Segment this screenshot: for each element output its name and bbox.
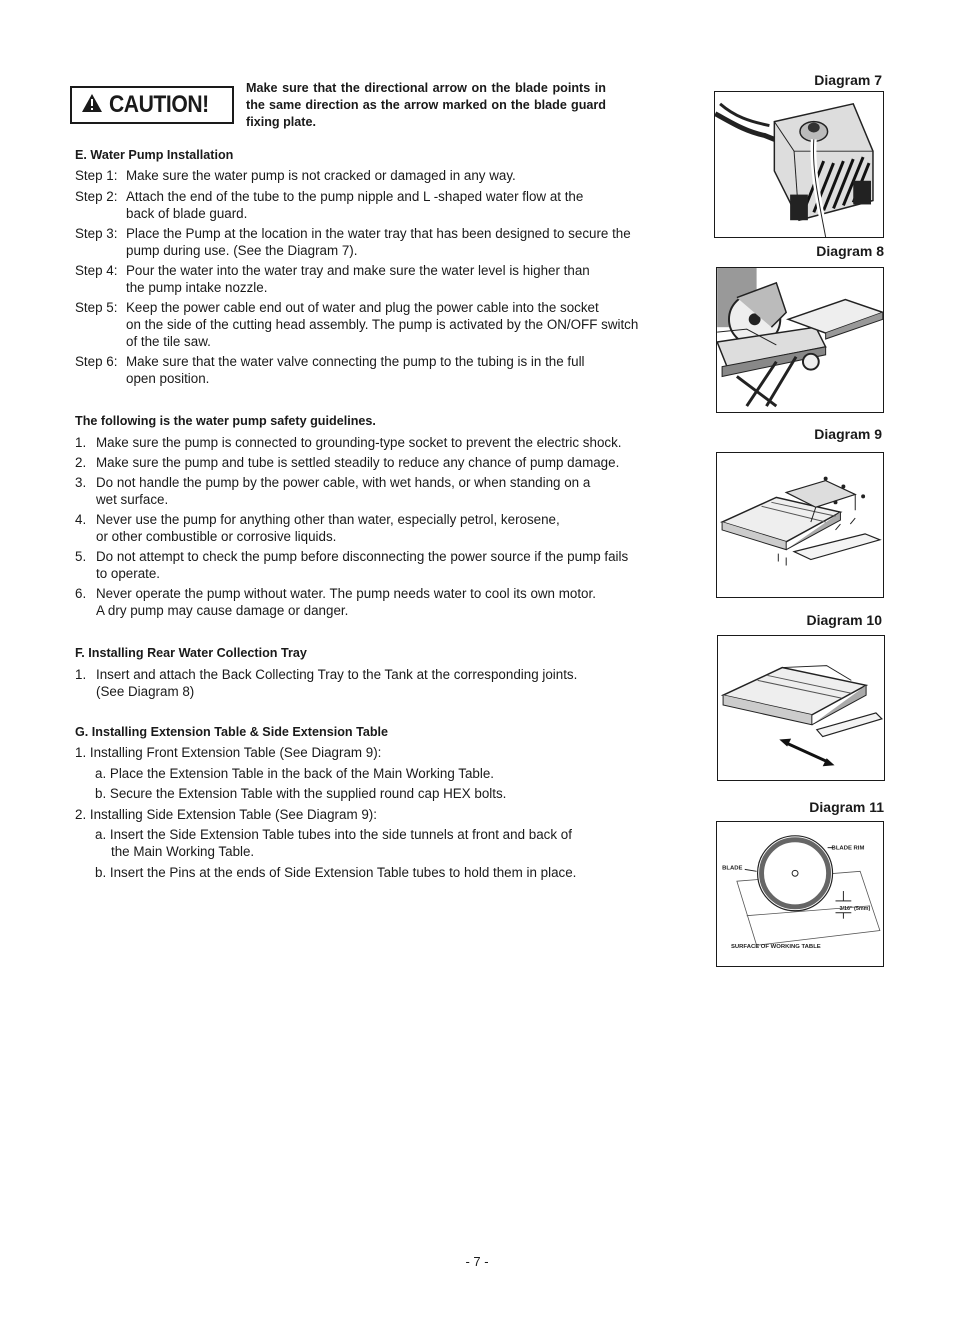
label-gap: 3/16" (5mm)	[839, 905, 871, 912]
list-item	[75, 474, 710, 508]
list-text-cont: A dry pump may cause damage or danger.	[96, 603, 349, 618]
list-number: 1.	[75, 435, 87, 450]
step-label: Step 4:	[75, 263, 118, 278]
list-text: Insert and attach the Back Collecting Tray to the Tank at the corresponding joints.	[96, 667, 578, 682]
section-g-list	[75, 744, 710, 881]
step-text-cont: back of blade guard.	[126, 206, 248, 221]
list-text-cont: (See Diagram 8)	[96, 684, 195, 699]
list-item	[75, 548, 710, 582]
list-item	[75, 454, 710, 471]
list-item: 2. Installing Side Extension Table (See Diagram 9):	[75, 807, 377, 822]
diagram-11-title: Diagram 11	[809, 799, 884, 815]
list-number: 2.	[75, 455, 87, 470]
diagram-9-image	[716, 452, 884, 598]
section-f-list	[75, 666, 710, 700]
step-item	[75, 225, 705, 259]
list-text: Never use the pump for anything other than water, especially petrol, kerosene,	[96, 512, 560, 527]
list-text: Never operate the pump without water. The pump needs water to cool its own motor.	[96, 586, 596, 601]
section-e-title: E. Water Pump Installation	[75, 148, 234, 162]
step-label: Step 1:	[75, 168, 118, 183]
sub-item: b. Secure the Extension Table with the supplied round cap HEX bolts.	[95, 786, 507, 801]
step-item	[75, 262, 705, 296]
step-text-cont: on the side of the cutting head assembly. The pump is activated by the ON/OFF switch	[126, 317, 639, 332]
step-label: Step 6:	[75, 354, 118, 369]
warning-triangle-icon	[81, 93, 103, 118]
diagram-8-image	[716, 267, 884, 413]
step-item	[75, 299, 705, 350]
step-item	[75, 188, 705, 222]
step-text-cont: pump during use. (See the Diagram 7).	[126, 243, 358, 258]
label-surface: SURFACE OF WORKING TABLE	[730, 944, 821, 951]
page-number: - 7 -	[465, 1254, 489, 1269]
list-number: 3.	[75, 475, 87, 490]
guidelines-list	[75, 434, 710, 619]
list-number: 4.	[75, 512, 87, 527]
caution-label: CAUTION!	[109, 91, 210, 118]
step-item	[75, 353, 705, 387]
list-text: Do not handle the pump by the power cable, with wet hands, or when standing on a	[96, 475, 591, 490]
step-text-cont: of the tile saw.	[126, 334, 211, 349]
list-item	[75, 666, 710, 700]
step-text: Make sure that the water valve connecting the pump to the tubing is in the full	[126, 354, 585, 369]
step-label: Step 3:	[75, 226, 118, 241]
guidelines-title: The following is the water pump safety guidelines.	[75, 414, 376, 428]
extension-table-illustration	[717, 453, 883, 597]
sub-item: b. Insert the Pins at the ends of Side Extension Table tubes to hold them in place.	[95, 865, 577, 880]
extension-slide-illustration	[718, 636, 884, 780]
diagram-9-title: Diagram 9	[814, 426, 882, 442]
step-label: Step 5:	[75, 300, 118, 315]
sub-item: a. Place the Extension Table in the back of the Main Working Table.	[95, 766, 494, 781]
step-text: Make sure the water pump is not cracked or damaged in any way.	[126, 168, 516, 183]
step-item	[75, 167, 705, 184]
caution-note: Make sure that the directional arrow on the blade points in the same direction as the arrow marked on the blade guard fixing plate.	[246, 81, 606, 129]
step-text: Place the Pump at the location in the water tray that has been designed to secure the	[126, 226, 631, 241]
diagram-7-title: Diagram 7	[814, 72, 882, 88]
list-text: Make sure the pump is connected to grounding-type socket to prevent the electric shock.	[96, 435, 622, 450]
section-e-steps	[75, 167, 705, 387]
label-blade-rim: BLADE RIM	[831, 845, 865, 852]
list-number: 5.	[75, 549, 87, 564]
diagram-11-image	[716, 821, 884, 967]
sub-item-cont: the Main Working Table.	[111, 844, 255, 859]
diagram-7-image	[714, 91, 884, 238]
list-number: 1.	[75, 667, 87, 682]
blade-clearance-illustration	[717, 822, 883, 966]
step-text: Pour the water into the water tray and make sure the water level is higher than	[126, 263, 590, 278]
list-item: 1. Installing Front Extension Table (See Diagram 9):	[75, 745, 382, 760]
step-text: Keep the power cable end out of water and plug the power cable into the socket	[126, 300, 599, 315]
saw-tray-illustration	[717, 268, 883, 412]
step-label: Step 2:	[75, 189, 118, 204]
step-text-cont: open position.	[126, 371, 210, 386]
label-blade: BLADE	[722, 865, 743, 872]
diagram-10-title: Diagram 10	[806, 612, 882, 628]
list-number: 6.	[75, 586, 87, 601]
list-text-cont: wet surface.	[96, 492, 169, 507]
list-item	[75, 585, 710, 619]
list-item	[75, 511, 710, 545]
caution-box	[70, 86, 234, 124]
diagram-10-image	[717, 635, 885, 781]
step-text: Attach the end of the tube to the pump nipple and L -shaped water flow at the	[126, 189, 584, 204]
section-g-title: G. Installing Extension Table & Side Extension Table	[75, 725, 389, 739]
section-f-title: F. Installing Rear Water Collection Tray	[75, 646, 307, 660]
list-text-cont: to operate.	[96, 566, 161, 581]
list-text-cont: or other combustible or corrosive liquids.	[96, 529, 337, 544]
pump-illustration	[715, 92, 883, 237]
list-text: Make sure the pump and tube is settled steadily to reduce any chance of pump damage.	[96, 455, 620, 470]
sub-item: a. Insert the Side Extension Table tubes into the side tunnels at front and back of	[95, 827, 572, 842]
list-text: Do not attempt to check the pump before disconnecting the power source if the pump fails	[96, 549, 629, 564]
diagram-8-title: Diagram 8	[816, 243, 884, 259]
step-text-cont: the pump intake nozzle.	[126, 280, 268, 295]
list-item	[75, 434, 710, 451]
